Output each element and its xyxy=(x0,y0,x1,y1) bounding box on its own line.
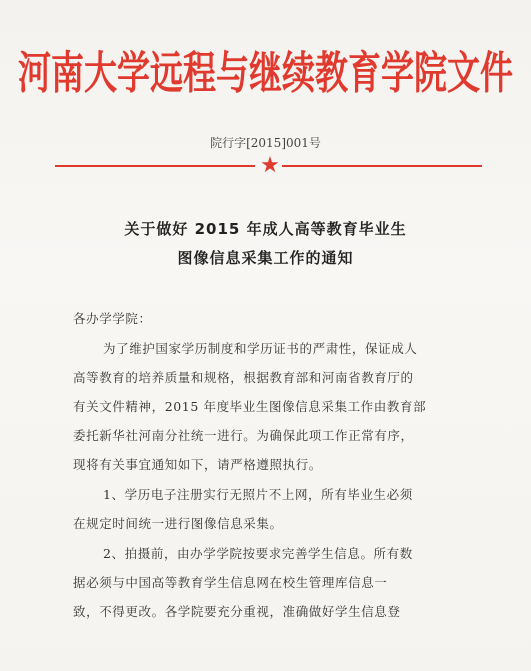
star-icon: ★ xyxy=(260,153,280,178)
body-line: 在规定时间统一进行图像信息采集。 xyxy=(73,516,283,531)
body-line: 1、学历电子注册实行无照片不上网，所有毕业生必须 xyxy=(103,487,413,502)
notice-title-line-2: 图像信息采集工作的通知 xyxy=(177,249,354,267)
body-line: 现将有关事宜通知如下，请严格遵照执行。 xyxy=(73,457,322,472)
document-number: 院行字[2015]001号 xyxy=(210,136,321,150)
body-line: 致，不得更改。各学院要充分重视，准确做好学生信息登 xyxy=(73,604,401,619)
body-line: 据必须与中国高等教育学生信息网在校生管理库信息一 xyxy=(73,575,388,590)
body-line: 委托新华社河南分社统一进行。为确保此项工作正常有序， xyxy=(73,428,414,443)
notice-title-line-1: 关于做好 2015 年成人高等教育毕业生 xyxy=(124,220,407,238)
document-header-title: 河南大学远程与继续教育学院文件 xyxy=(18,46,513,99)
salutation: 各办学学院： xyxy=(73,311,152,326)
body-line: 高等教育的培养质量和规格，根据教育部和河南省教育厅的 xyxy=(73,370,414,385)
body-line: 为了维护国家学历制度和学历证书的严肃性，保证成人 xyxy=(103,341,418,356)
header-divider-right xyxy=(282,165,482,167)
body-line: 2、拍摄前，由办学学院按要求完善学生信息。所有数 xyxy=(103,546,413,561)
body-line: 有关文件精神，2015 年度毕业生图像信息采集工作由教育部 xyxy=(73,399,427,414)
header-divider-left xyxy=(55,165,255,167)
